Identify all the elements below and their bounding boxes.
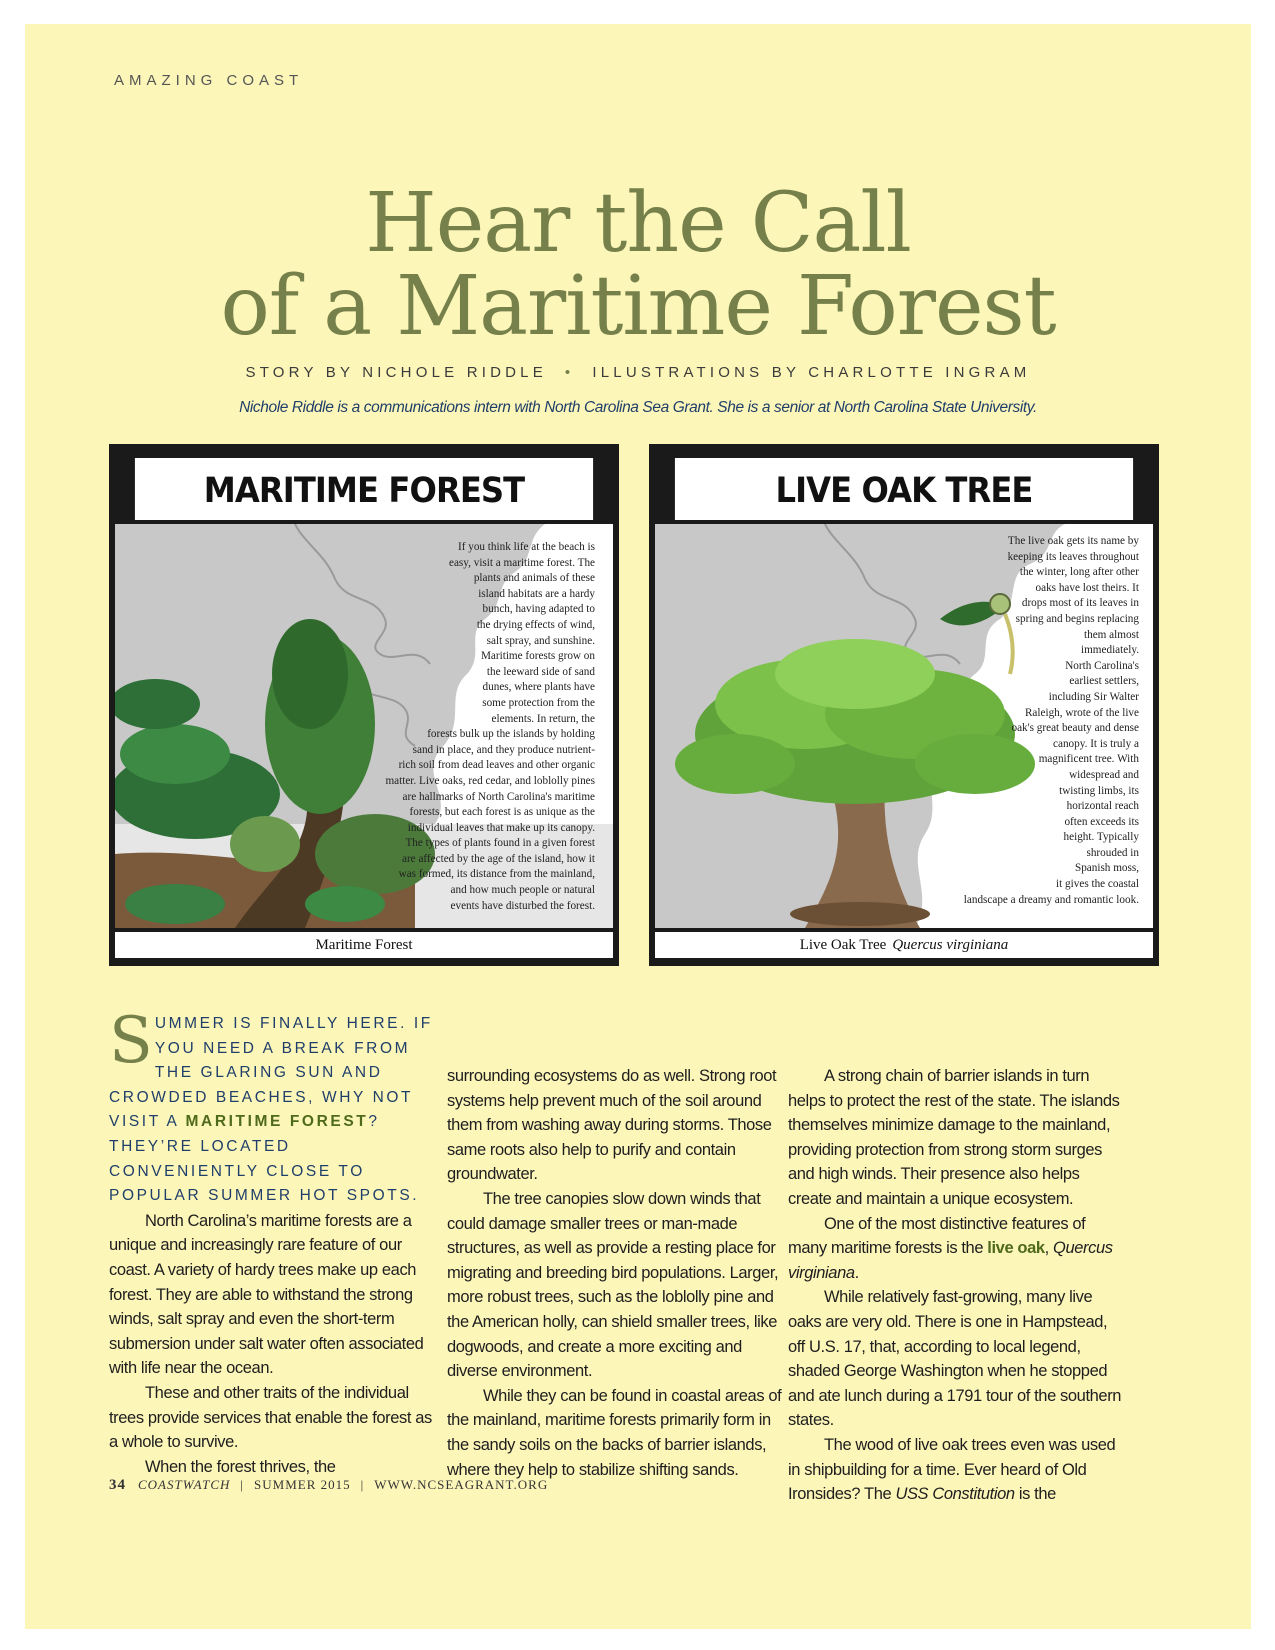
ship-name: USS Constitution [895,1485,1015,1504]
byline [25,364,1251,381]
description-line: matter. Live oaks, red cedar, and loblolly pines [385,774,595,787]
description-line: some protection from the [482,696,595,709]
paragraph: The tree canopies slow down winds that could damage smaller trees or man-made structures, as well as provide a resting place for migrating and breeding bird populations. Larger, more robust trees, such as the loblolly pine and the American holly, can shield smaller trees, like dogwoods, and create a more exciting and diverse environment. [447,1189,779,1381]
live-oak-illustration [655,524,1153,928]
caption-common-name: Live Oak Tree [799,937,887,953]
description-line: the winter, long after other [1019,566,1139,579]
description-line: landscape a dreamy and romantic look. [963,893,1139,906]
paragraph: While they can be found in coastal areas of the mainland, maritime forests primarily form in the sandy soils on the backs of barrier islands, where they help to stabilize shifting sands. [447,1386,782,1479]
section-label: AMAZING COAST [114,72,304,89]
page-footer [109,1477,548,1494]
description-line: the leeward side of sand [486,665,595,678]
magazine-name: COASTWATCH [138,1477,231,1492]
description-line: oak's great beauty and dense [1011,722,1139,735]
article-lead [109,1004,444,1209]
description-line: was formed, its distance from the mainland, [398,868,595,881]
description-line: Spanish moss, [1074,862,1139,875]
panel-header: LIVE OAK TREE [675,458,1133,520]
description-line: events have disturbed the forest. [450,899,595,912]
caption-latin-name: Quercus virginiana [892,937,1009,953]
article-column-3 [788,1064,1123,1507]
description-line: are hallmarks of North Carolina's maritime [402,790,595,803]
live-oak-highlight: live oak [987,1239,1045,1258]
description-line: keeping its leaves throughout [1007,550,1139,563]
lead-highlight: MARITIME FOREST [185,1113,369,1131]
magazine-page [25,24,1251,1629]
description-line: plants and animals of these [473,572,595,585]
website-link[interactable]: WWW.NCSEAGRANT.ORG [374,1477,549,1492]
description-line: oaks have lost theirs. It [1035,581,1139,594]
paragraph: A strong chain of barrier islands in turn helps to protect the rest of the state. The islands themselves minimize damage to the mainland, providing protection from strong storm surges and high winds. Their presence also helps create and maintain a unique ecosystem. [788,1067,1120,1208]
description-line: rich soil from dead leaves and other organic [398,759,595,772]
panel-header: MARITIME FOREST [135,458,593,520]
text-run: One of the most distinctive features of many maritime forests is the [788,1214,1086,1258]
description-line: drops most of its leaves in [1021,597,1139,610]
description-line: shrouded in [1086,846,1139,859]
footer-separator: | [240,1477,245,1492]
drop-cap: S [109,1004,153,1078]
latin-name: Quercus virginiana [788,1239,1113,1282]
text-run: is the [1014,1485,1056,1504]
article-column-2 [447,1064,782,1482]
description-line: The live oak gets its name by [1007,535,1139,547]
description-line: and how much people or natural [450,884,595,897]
title-line-2: of a Maritime Forest [220,259,1056,354]
text-run: , [1044,1239,1054,1258]
description-line: horizontal reach [1066,800,1139,813]
footer-separator: | [360,1477,365,1492]
description-line: If you think life at the beach is [457,541,595,553]
paragraph: While relatively fast-growing, many live oaks are very old. There is one in Hampstead, off U.S. 17, that, according to local legend, shaded George Washington when he stopped and ate lunch during a 1791 tour of the southern states. [788,1288,1122,1430]
description-line: are affected by the age of the island, how it [401,852,595,865]
description-line: forests, but each forest is as unique as the [409,806,595,819]
paragraph [788,1433,1123,1507]
author-bio: Nichole Riddle is a communications intern with North Carolina Sea Grant. She is a senior at North Carolina State University. [239,399,1037,416]
description-line: salt spray, and sunshine. [486,634,595,647]
description-line: height. Typically [1063,831,1139,844]
lead-text-b: ? THEY’RE LOCATED CONVENIENTLY CLOSE TO POPULAR SUMMER HOT SPOTS. [109,1113,420,1205]
description-line: forests bulk up the islands by holding [427,728,595,741]
title-line-1: Hear the Call [365,176,911,271]
description-line: bunch, having adapted to [482,603,595,616]
panel-caption [655,932,1153,958]
description-line: immediately. [1081,644,1139,657]
description-line: them almost [1084,628,1139,641]
description-line: including Sir Walter [1048,690,1139,703]
lead-text-a: UMMER IS FINALLY HERE. IF YOU NEED A BREAK FROM THE GLARING SUN AND CROWDED BEACHES, WHY NOT VISIT A [109,1015,433,1131]
text-run: The wood of live oak trees even was used in shipbuilding for a time. Ever heard of Old Ironsides? The [788,1435,1116,1504]
paragraph: surrounding ecosystems do as well. Strong root systems help prevent much of the soil around them from washing away during storms. Those same roots also help to purify and contain groundwater. [447,1067,777,1184]
description-line: twisting limbs, its [1059,784,1139,797]
maritime-forest-description [385,540,595,914]
description-line: spring and begins replacing [1015,612,1139,625]
byline-story: STORY BY NICHOLE RIDDLE [245,364,547,381]
byline-illustrations: ILLUSTRATIONS BY CHARLOTTE INGRAM [592,364,1031,381]
issue: SUMMER 2015 [254,1477,351,1492]
paragraph: North Carolina’s maritime forests are a unique and increasingly rare feature of our coast. A variety of hardy trees make up each forest. They are able to withstand the strong winds, salt spray and even the short-term submersion under salt water often associated with life near the ocean. [109,1211,424,1378]
description-line: canopy. It is truly a [1053,737,1139,750]
description-line: widespread and [1069,768,1139,781]
live-oak-description [964,534,1139,908]
description-line: The types of plants found in a given forest [405,837,595,850]
description-line: individual leaves that make up its canopy. [407,821,595,834]
description-line: sand in place, and they produce nutrient- [412,743,595,756]
paragraph: When the forest thrives, the [145,1457,336,1476]
description-line: easy, visit a maritime forest. The [448,556,595,569]
page-number: 34 [109,1477,126,1493]
description-line: the drying effects of wind, [476,618,595,631]
maritime-forest-panel [109,444,619,966]
description-line: it gives the coastal [1056,878,1139,891]
description-line: dunes, where plants have [482,681,595,694]
description-line: elements. In return, the [491,712,595,725]
description-line: Raleigh, wrote of the live [1024,706,1139,719]
live-oak-panel [649,444,1159,966]
description-line: North Carolina's [1065,659,1139,672]
maritime-forest-illustration [115,524,613,928]
text-run: . [854,1263,859,1282]
description-line: magnificent tree. With [1038,753,1139,766]
description-line: Maritime forests grow on [480,650,595,663]
paragraph: These and other traits of the individual trees provide services that enable the forest as a whole to survive. [109,1383,432,1452]
article-column-1 [109,1004,444,1479]
description-line: island habitats are a hardy [478,587,595,600]
description-line: earliest settlers, [1069,675,1139,688]
byline-separator: • [564,364,575,381]
description-line: often exceeds its [1064,815,1139,828]
paragraph [788,1212,1123,1286]
panel-caption: Maritime Forest [115,932,613,958]
